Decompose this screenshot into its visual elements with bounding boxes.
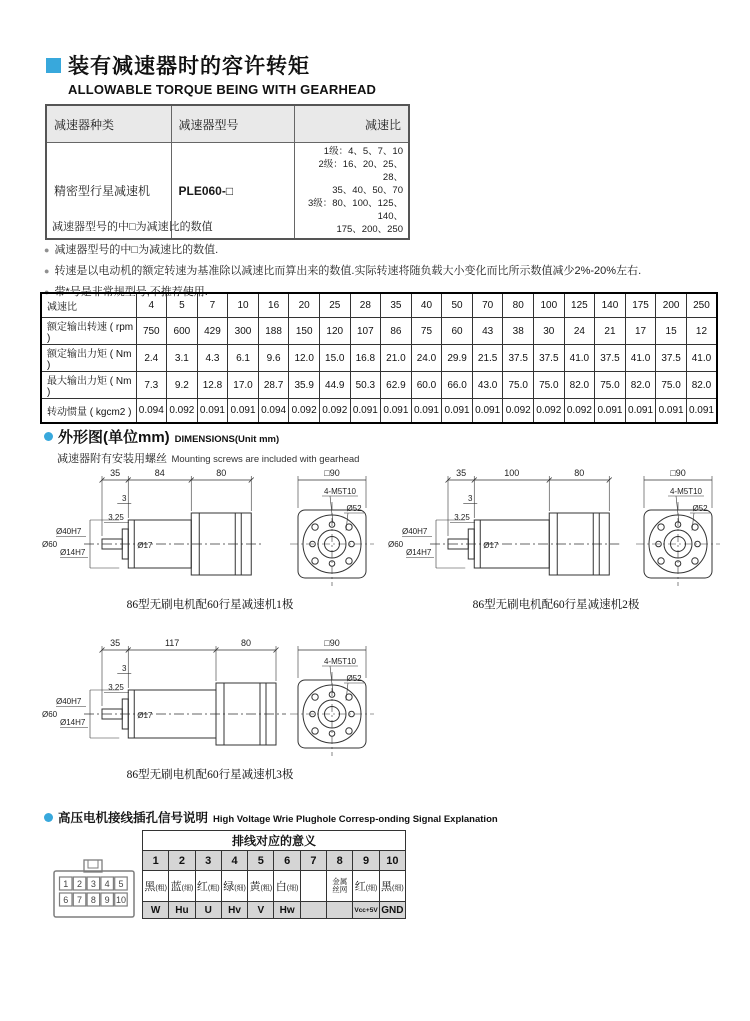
svg-text:3: 3	[122, 664, 127, 673]
spec-cell: 82.0	[686, 372, 717, 399]
wiring-title-en: High Voltage Wrie Plughole Corresp-onding Signal Explanation	[213, 814, 498, 825]
spec-row-label: 转动惯量 ( kgcm2 )	[41, 399, 136, 424]
svg-text:35: 35	[456, 468, 467, 478]
wiring-signal-cell: Hw	[274, 902, 300, 919]
spec-cell: 43.0	[472, 372, 503, 399]
spec-cell: 3.1	[167, 345, 198, 372]
spec-cell: 7	[197, 293, 228, 318]
wiring-pin-number: 8	[327, 851, 353, 871]
svg-text:5: 5	[118, 879, 124, 889]
spec-cell: 16	[258, 293, 289, 318]
wiring-pin-number: 1	[143, 851, 169, 871]
dimension-drawing-3pole	[40, 634, 380, 764]
svg-text:Ø52: Ø52	[346, 674, 362, 683]
svg-text:Ø17: Ø17	[137, 541, 153, 550]
spec-cell: 21	[595, 318, 626, 345]
spec-cell: 12.0	[289, 345, 320, 372]
svg-text:3.25: 3.25	[454, 513, 470, 522]
spec-cell: 0.092	[503, 399, 534, 424]
spec-row-label: 额定输出力矩 ( Nm )	[41, 345, 136, 372]
spec-cell: 43	[472, 318, 503, 345]
wiring-color-cell: 黑(细)	[379, 871, 405, 902]
svg-text:Ø17: Ø17	[137, 711, 153, 720]
spec-cell: 125	[564, 293, 595, 318]
spec-cell: 60	[442, 318, 473, 345]
wiring-signal-cell	[327, 902, 353, 919]
svg-text:4: 4	[104, 879, 110, 889]
spec-cell: 28	[350, 293, 381, 318]
drawing-caption: 86型无刷电机配60行星减速机1极	[126, 599, 294, 611]
spec-cell: 100	[534, 293, 565, 318]
spec-cell: 75.0	[503, 372, 534, 399]
spec-cell: 41.0	[625, 345, 656, 372]
spec-row	[41, 318, 717, 345]
spec-table	[40, 292, 718, 424]
spec-cell: 40	[411, 293, 442, 318]
svg-text:Ø52: Ø52	[346, 504, 362, 513]
wiring-signal-cell: W	[143, 902, 169, 919]
spec-cell: 4	[136, 293, 167, 318]
spec-row-label: 减速比	[41, 293, 136, 318]
svg-text:1: 1	[63, 879, 69, 889]
note-text: 减速器型号的中□为减速比的数值.	[54, 244, 219, 256]
spec-cell: 29.9	[442, 345, 473, 372]
spec-cell: 30	[534, 318, 565, 345]
spec-cell: 0.092	[564, 399, 595, 424]
spec-cell: 750	[136, 318, 167, 345]
note-item	[44, 264, 724, 279]
spec-cell: 0.092	[289, 399, 320, 424]
spec-cell: 2.4	[136, 345, 167, 372]
spec-cell: 41.0	[564, 345, 595, 372]
spec-cell: 600	[167, 318, 198, 345]
dimensions-note-en: Mounting screws are included with gearhead	[171, 454, 360, 465]
spec-cell: 75	[411, 318, 442, 345]
svg-text:□90: □90	[670, 468, 686, 478]
drawing-caption: 86型无刷电机配60行星减速机3极	[126, 769, 294, 781]
spec-cell: 21.5	[472, 345, 503, 372]
spec-cell: 0.091	[350, 399, 381, 424]
spec-cell: 12	[686, 318, 717, 345]
bullet-icon: ●	[44, 266, 50, 276]
wiring-pin-number: 3	[195, 851, 221, 871]
spec-cell: 0.091	[656, 399, 687, 424]
spec-cell: 20	[289, 293, 320, 318]
spec-cell: 35	[381, 293, 412, 318]
spec-row	[41, 345, 717, 372]
spec-cell: 75.0	[534, 372, 565, 399]
bullet-icon: ●	[44, 287, 50, 297]
spec-cell: 17	[625, 318, 656, 345]
section-bullet-icon	[44, 432, 53, 441]
svg-text:7: 7	[77, 895, 83, 905]
wiring-signal-cell: Hv	[221, 902, 247, 919]
page-title: 装有减速器时的容许转矩	[68, 55, 310, 78]
spec-cell: 44.9	[319, 372, 350, 399]
spec-cell: 0.091	[686, 399, 717, 424]
wiring-color-cell: 蓝(细)	[169, 871, 195, 902]
spec-cell: 75.0	[595, 372, 626, 399]
ratio-line: 1级：4、5、7、10	[323, 146, 403, 157]
svg-text:Ø60: Ø60	[42, 540, 58, 549]
ratio-line: 35、40、50、70	[332, 185, 403, 196]
svg-text:80: 80	[240, 638, 252, 648]
svg-text:80: 80	[216, 468, 227, 478]
spec-cell: 15	[656, 318, 687, 345]
spec-cell: 0.091	[381, 399, 412, 424]
spec-cell: 0.091	[472, 399, 503, 424]
spec-cell: 150	[289, 318, 320, 345]
section-marker-square	[46, 58, 61, 73]
gearhead-table-footnote: 减速器型号的中□为减速比的数值	[52, 221, 213, 233]
spec-cell: 24	[564, 318, 595, 345]
svg-text:Ø14H7: Ø14H7	[60, 718, 86, 727]
spec-cell: 9.2	[167, 372, 198, 399]
wiring-signal-cell: U	[195, 902, 221, 919]
col-header-reduction-ratio: 减速比	[294, 105, 409, 143]
spec-cell: 82.0	[625, 372, 656, 399]
col-header-gearhead-type: 减速器种类	[46, 105, 171, 143]
gearhead-type-cell: 精密型行星减速机	[46, 143, 171, 240]
wiring-color-cell: 红(细)	[353, 871, 379, 902]
spec-cell: 4.3	[197, 345, 228, 372]
wiring-title-cn: 高压电机接线插孔信号说明	[58, 811, 209, 825]
wiring-pin-number: 9	[353, 851, 379, 871]
spec-cell: 140	[595, 293, 626, 318]
svg-text:Ø40H7: Ø40H7	[402, 527, 428, 536]
dimensions-note-cn: 减速器附有安装用螺丝	[57, 453, 167, 465]
svg-text:□90: □90	[324, 468, 340, 478]
spec-cell: 24.0	[411, 345, 442, 372]
spec-cell: 188	[258, 318, 289, 345]
spec-cell: 5	[167, 293, 198, 318]
spec-cell: 250	[686, 293, 717, 318]
wiring-pin-number: 7	[300, 851, 326, 871]
wiring-pin-number: 10	[379, 851, 405, 871]
dimensions-title-en: DIMENSIONS(Unit mm)	[174, 434, 280, 445]
dimensions-section-header	[44, 426, 279, 447]
wiring-color-cell: 白(细)	[274, 871, 300, 902]
wiring-table-title: 排线对应的意义	[143, 831, 406, 851]
spec-cell: 0.091	[442, 399, 473, 424]
spec-row	[41, 399, 717, 424]
spec-cell: 0.091	[595, 399, 626, 424]
svg-text:Ø60: Ø60	[42, 710, 58, 719]
spec-cell: 66.0	[442, 372, 473, 399]
wiring-signal-cell: Vcc+5V	[353, 902, 379, 919]
spec-cell: 0.091	[625, 399, 656, 424]
dimensions-title-cn: 外形图(单位mm)	[58, 429, 170, 446]
svg-text:3.25: 3.25	[108, 513, 124, 522]
spec-row-label: 额定输出转速 ( rpm )	[41, 318, 136, 345]
col-header-gearhead-model: 减速器型号	[171, 105, 294, 143]
note-text: 带*号是非常规型号,不推荐使用.	[54, 286, 208, 298]
spec-cell: 37.5	[656, 345, 687, 372]
spec-cell: 80	[503, 293, 534, 318]
spec-cell: 38	[503, 318, 534, 345]
wiring-section-header	[44, 808, 498, 826]
svg-text:Ø60: Ø60	[388, 540, 404, 549]
spec-cell: 0.094	[136, 399, 167, 424]
wiring-table	[142, 830, 406, 919]
spec-cell: 86	[381, 318, 412, 345]
wiring-signal-cell	[300, 902, 326, 919]
svg-text:□90: □90	[324, 638, 340, 648]
spec-cell: 429	[197, 318, 228, 345]
wiring-color-cell: 黑(粗)	[143, 871, 169, 902]
svg-text:80: 80	[574, 468, 585, 478]
spec-cell: 0.091	[197, 399, 228, 424]
spec-cell: 7.3	[136, 372, 167, 399]
spec-cell: 107	[350, 318, 381, 345]
spec-cell: 9.6	[258, 345, 289, 372]
connector-plug-icon	[52, 856, 140, 922]
svg-text:Ø40H7: Ø40H7	[56, 697, 82, 706]
spec-cell: 37.5	[503, 345, 534, 372]
wiring-color-cell: 绿(细)	[221, 871, 247, 902]
spec-cell: 15.0	[319, 345, 350, 372]
svg-text:100: 100	[504, 468, 520, 478]
ratio-line: 3级：80、100、125、140、	[307, 198, 403, 222]
spec-cell: 300	[228, 318, 259, 345]
spec-cell: 10	[228, 293, 259, 318]
svg-text:Ø14H7: Ø14H7	[406, 548, 432, 557]
wiring-color-cell: 黄(粗)	[248, 871, 274, 902]
spec-cell: 50	[442, 293, 473, 318]
spec-cell: 0.092	[534, 399, 565, 424]
spec-cell: 82.0	[564, 372, 595, 399]
svg-text:35: 35	[110, 468, 121, 478]
svg-text:3: 3	[468, 494, 473, 503]
svg-text:4-M5T10: 4-M5T10	[669, 487, 703, 496]
bullet-icon: ●	[44, 245, 50, 255]
wiring-signal-cell: V	[248, 902, 274, 919]
spec-cell: 16.8	[350, 345, 381, 372]
wiring-color-cell: 金属 丝网	[327, 871, 353, 902]
dimension-drawing-2pole	[386, 464, 726, 594]
note-text: 转速是以电动机的额定转速为基准除以减速比而算出来的数值.实际转速将随负载大小变化而比所示数值减少2%-20%左右.	[54, 265, 642, 277]
wiring-pin-number: 2	[169, 851, 195, 871]
wiring-color-cell	[300, 871, 326, 902]
svg-text:10: 10	[115, 895, 126, 905]
svg-text:3.25: 3.25	[108, 683, 124, 692]
wiring-pin-number: 5	[248, 851, 274, 871]
spec-cell: 12.8	[197, 372, 228, 399]
spec-cell: 0.091	[411, 399, 442, 424]
spec-cell: 0.092	[167, 399, 198, 424]
spec-cell: 35.9	[289, 372, 320, 399]
svg-text:2: 2	[77, 879, 83, 889]
spec-cell: 21.0	[381, 345, 412, 372]
svg-text:8: 8	[90, 895, 96, 905]
drawing-caption: 86型无刷电机配60行星减速机2极	[472, 599, 640, 611]
page-subtitle: ALLOWABLE TORQUE BEING WITH GEARHEAD	[68, 82, 377, 97]
svg-text:117: 117	[164, 638, 180, 648]
ratio-line: 175、200、250	[336, 224, 403, 235]
spec-cell: 37.5	[534, 345, 565, 372]
section-bullet-icon	[44, 813, 53, 822]
spec-cell: 120	[319, 318, 350, 345]
spec-cell: 62.9	[381, 372, 412, 399]
title-block	[46, 50, 376, 97]
spec-cell: 41.0	[686, 345, 717, 372]
spec-cell: 6.1	[228, 345, 259, 372]
spec-row	[41, 372, 717, 399]
wiring-color-cell: 红(粗)	[195, 871, 221, 902]
wiring-signal-cell: GND	[379, 902, 405, 919]
spec-cell: 0.092	[319, 399, 350, 424]
gearhead-model-cell: PLE060-□	[171, 143, 294, 240]
svg-text:3: 3	[90, 879, 96, 889]
dimension-drawing-1pole	[40, 464, 380, 594]
svg-text:Ø40H7: Ø40H7	[56, 527, 82, 536]
spec-cell: 17.0	[228, 372, 259, 399]
spec-cell: 25	[319, 293, 350, 318]
svg-text:35: 35	[110, 638, 121, 648]
svg-text:Ø17: Ø17	[483, 541, 499, 550]
svg-text:4-M5T10: 4-M5T10	[323, 487, 357, 496]
svg-text:Ø52: Ø52	[692, 504, 708, 513]
spec-cell: 60.0	[411, 372, 442, 399]
spec-cell: 200	[656, 293, 687, 318]
svg-text:4-M5T10: 4-M5T10	[323, 657, 357, 666]
spec-cell: 28.7	[258, 372, 289, 399]
spec-cell: 0.094	[258, 399, 289, 424]
svg-text:9: 9	[104, 895, 110, 905]
wiring-signal-cell: Hu	[169, 902, 195, 919]
ratio-cell	[294, 143, 409, 240]
spec-cell: 75.0	[656, 372, 687, 399]
wiring-pin-number: 4	[221, 851, 247, 871]
wiring-pin-number: 6	[274, 851, 300, 871]
svg-text:Ø14H7: Ø14H7	[60, 548, 86, 557]
spec-cell: 0.091	[228, 399, 259, 424]
spec-row-label: 最大输出力矩 ( Nm )	[41, 372, 136, 399]
spec-cell: 70	[472, 293, 503, 318]
spec-row	[41, 293, 717, 318]
ratio-line: 2级：16、20、25、28、	[318, 159, 403, 183]
spec-cell: 50.3	[350, 372, 381, 399]
note-item	[44, 243, 724, 258]
svg-text:6: 6	[63, 895, 69, 905]
svg-text:3: 3	[122, 494, 127, 503]
spec-cell: 37.5	[595, 345, 626, 372]
svg-text:84: 84	[154, 468, 165, 478]
spec-cell: 175	[625, 293, 656, 318]
